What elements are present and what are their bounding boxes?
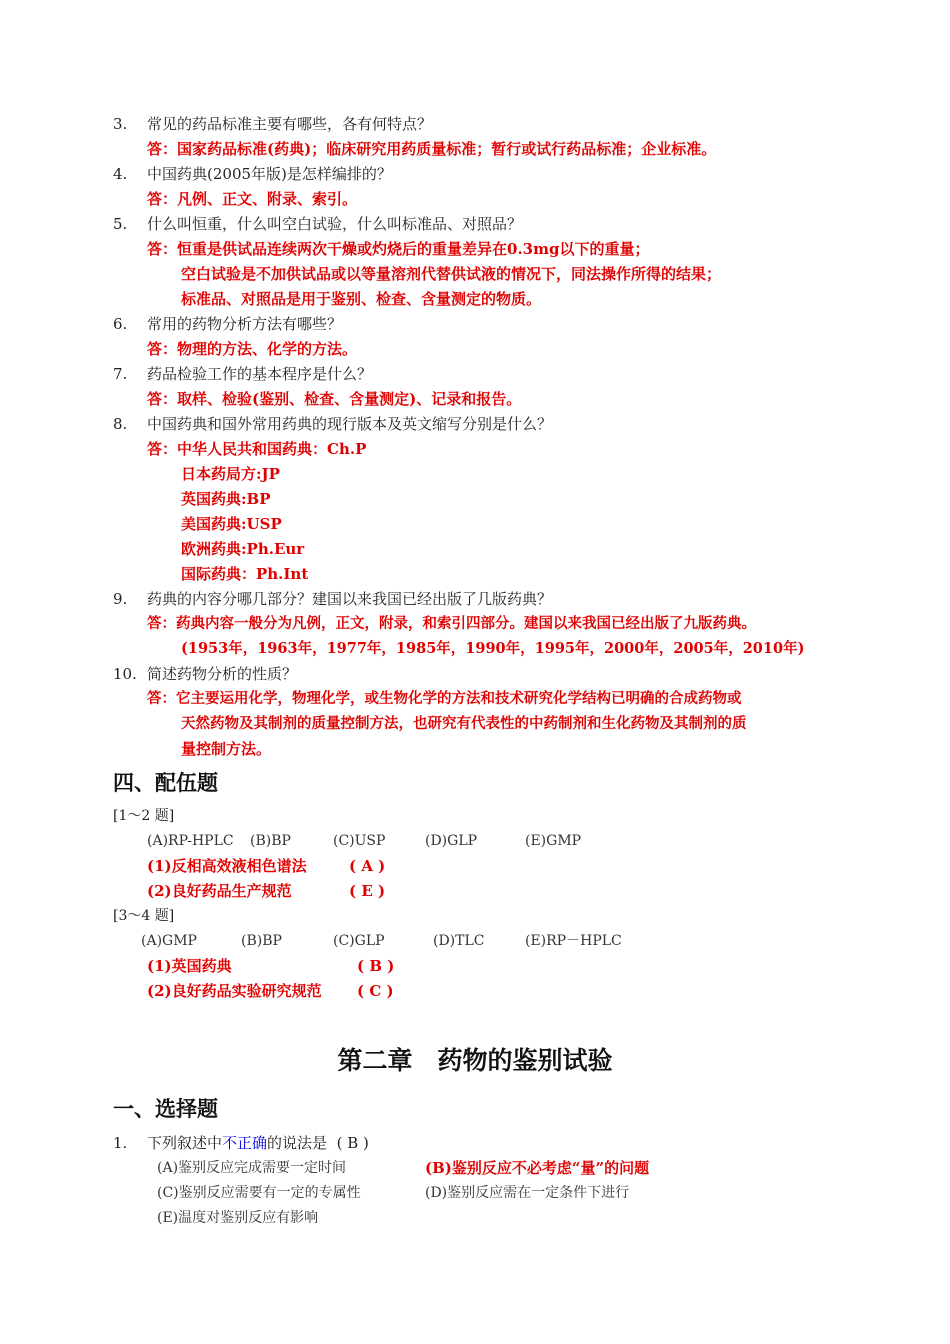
group-1-answer-1-choice: ( A ) (349, 857, 386, 875)
answer-7: 答：取样、检验(鉴别、检查、含量测定)、记录和报告。 (147, 390, 522, 408)
question-8: 8. 中国药典和国外常用药典的现行版本及英文缩写分别是什么？ (113, 415, 553, 433)
answer-8-line-5: 欧洲药典:Ph.Eur (181, 540, 305, 558)
group-2-answer-1-text: (1)英国药典 (147, 957, 232, 975)
answer-4: 答：凡例、正文、附录、索引。 (147, 190, 358, 208)
chapter2-q1-option-e: (E)温度对鉴别反应有影响 (157, 1210, 319, 1226)
answer-8-line-1: 答：中华人民共和国药典：Ch.P (147, 440, 367, 458)
question-5: 5. 什么叫恒重，什么叫空白试验，什么叫标准品、对照品？ (113, 215, 523, 233)
question-6: 6. 常用的药物分析方法有哪些？ (113, 315, 343, 333)
group-2-answer-2-choice: ( C ) (357, 982, 394, 1000)
answer-10-line-2: 天然药物及其制剂的质量控制方法，也研究有代表性的中药制剂和生化药物及其制剂的质 (181, 715, 747, 732)
chapter2-q1-answer: ( B ) (336, 1134, 369, 1152)
chapter2-q1-option-b: (B)鉴别反应不必考虑“量”的问题 (425, 1159, 650, 1177)
group-1-option-a: (A)RP-HPLC (147, 833, 234, 849)
group-2-option-e: (E)RP－HPLC (525, 933, 622, 949)
group-2-option-c: (C)GLP (333, 933, 385, 949)
answer-8-line-2: 日本药局方:JP (181, 465, 280, 483)
group-2-option-a: (A)GMP (141, 933, 197, 949)
answer-10-line-3: 量控制方法。 (181, 740, 272, 758)
answer-8-line-6: 国际药典：Ph.Int (181, 565, 309, 583)
answer-8-line-3: 英国药典:BP (181, 490, 271, 508)
answer-8-line-4: 美国药典:USP (181, 515, 282, 533)
question-3: 3. 常见的药品标准主要有哪些，各有何特点？ (113, 115, 433, 133)
chapter2-question-1: 1. 下列叙述中不正确的说法是 ( B ) (113, 1134, 369, 1152)
group-2-answer-2-text: (2)良好药品实验研究规范 (147, 982, 322, 1000)
group-1-option-b: (B)BP (250, 833, 291, 849)
chapter-title: 第二章 药物的鉴别试验 (337, 1046, 613, 1075)
group-1-option-e: (E)GMP (525, 833, 582, 849)
answer-10-line-1: 答：它主要运用化学，物理化学，或生物化学的方法和技术研究化学结构已明确的合成药物或 (147, 690, 742, 707)
group-2-option-b: (B)BP (241, 933, 282, 949)
chapter2-q1-option-a: (A)鉴别反应完成需要一定时间 (157, 1160, 347, 1176)
section-heading-choice: 一、选择题 (113, 1097, 218, 1121)
group-2-label: [3～4 题] (113, 908, 175, 924)
group-2-answer-1-choice: ( B ) (357, 957, 395, 975)
answer-6: 答：物理的方法、化学的方法。 (147, 340, 358, 358)
group-1-option-c: (C)USP (333, 833, 386, 849)
answer-5-line-1: 答：恒重是供试品连续两次干燥或灼烧后的重量差异在0.3mg以下的重量； (147, 240, 650, 258)
highlight-incorrect: 不正确 (222, 1134, 268, 1152)
chapter2-q1-option-c: (C)鉴别反应需要有一定的专属性 (157, 1185, 361, 1201)
answer-9-line-2: (1953年，1963年，1977年，1985年，1990年，1995年，2000年，2005年，2010年) (181, 640, 805, 657)
group-1-label: [1～2 题] (113, 808, 175, 824)
question-10: 10. 简述药物分析的性质？ (113, 665, 298, 683)
answer-5-line-3: 标准品、对照品是用于鉴别、检查、含量测定的物质。 (181, 290, 542, 308)
group-1-answer-2-text: (2)良好药品生产规范 (147, 882, 292, 900)
question-9: 9. 药典的内容分哪几部分？建国以来我国已经出版了几版药典？ (113, 590, 553, 608)
group-1-answer-1-text: (1)反相高效液相色谱法 (147, 857, 307, 875)
section-heading-matching: 四、配伍题 (113, 771, 218, 795)
question-4: 4. 中国药典(2005年版)是怎样编排的？ (113, 165, 392, 183)
group-2-option-d: (D)TLC (433, 933, 485, 949)
answer-5-line-2: 空白试验是不加供试品或以等量溶剂代替供试液的情况下，同法操作所得的结果； (181, 265, 722, 283)
answer-3: 答：国家药品标准(药典)；临床研究用药质量标准；暂行或试行药品标准；企业标准。 (147, 140, 717, 158)
question-7: 7. 药品检验工作的基本程序是什么？ (113, 365, 373, 383)
chapter2-q1-option-d: (D)鉴别反应需在一定条件下进行 (425, 1185, 630, 1201)
group-1-answer-2-choice: ( E ) (349, 882, 386, 900)
group-1-option-d: (D)GLP (425, 833, 478, 849)
answer-9-line-1: 答：药典内容一般分为凡例，正文，附录，和索引四部分。建国以来我国已经出版了九版药典。 (147, 615, 756, 632)
